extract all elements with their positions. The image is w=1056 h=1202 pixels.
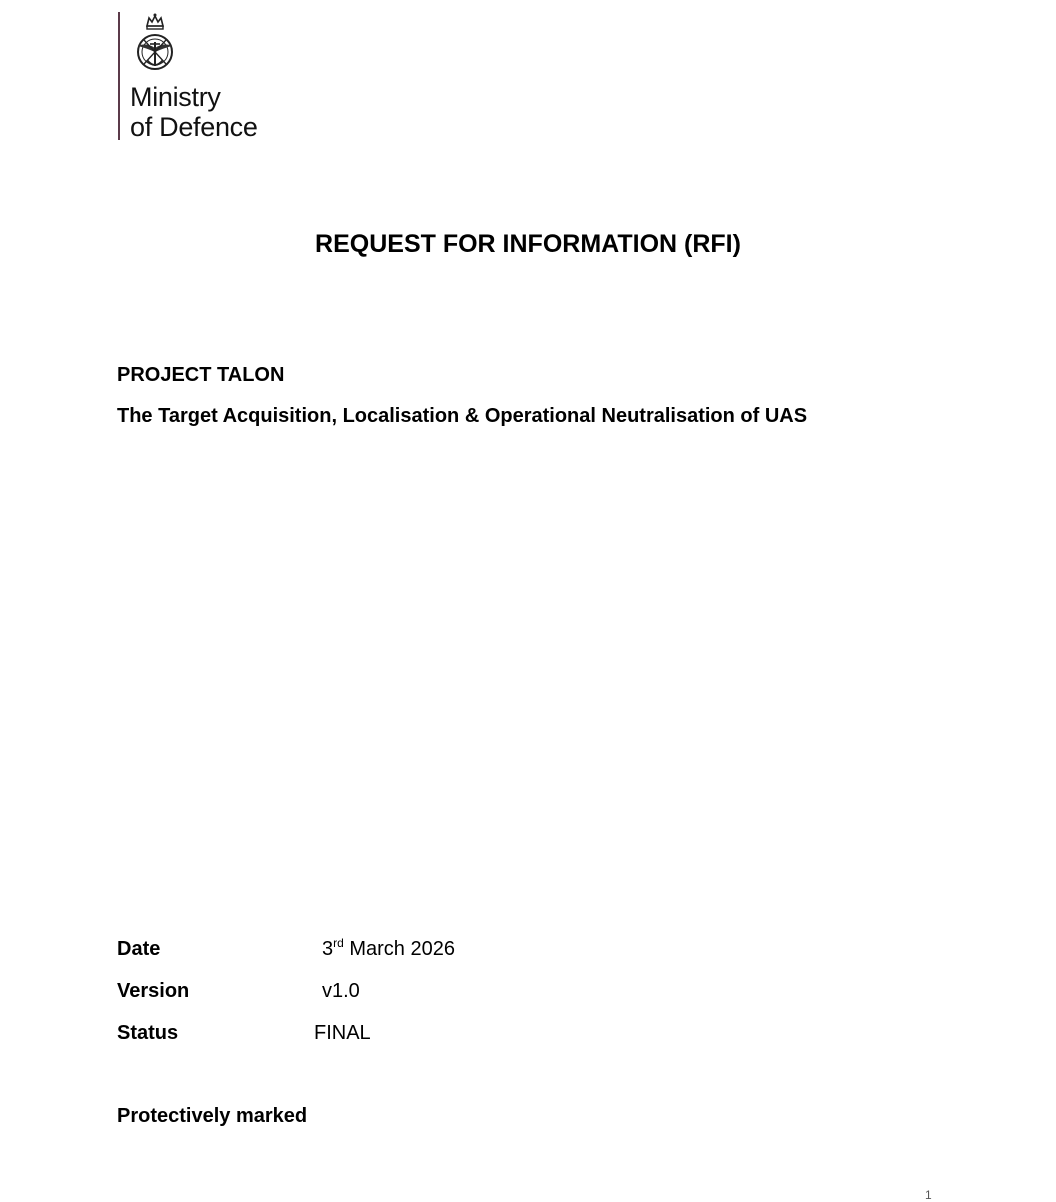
status-value: FINAL	[314, 1022, 371, 1044]
mod-logo	[118, 12, 318, 142]
royal-crest-icon	[130, 12, 180, 78]
date-label: Date	[117, 938, 161, 960]
logo-divider	[118, 12, 120, 140]
status-label: Status	[117, 1022, 179, 1044]
date-suffix: rd	[333, 936, 344, 950]
page-number: 1	[925, 1188, 932, 1202]
version-value: v1.0	[322, 980, 360, 1002]
logo-line-1: Ministry	[130, 82, 221, 112]
protective-marking: Protectively marked	[117, 1105, 308, 1127]
date-value	[322, 938, 455, 961]
logo-wordmark	[130, 82, 258, 142]
project-subtitle: The Target Acquisition, Localisation & Operational Neutralisation of UAS	[117, 405, 808, 427]
logo-line-2: of Defence	[130, 112, 258, 142]
date-rest: March 2026	[343, 938, 455, 960]
document-title: REQUEST FOR INFORMATION (RFI)	[315, 230, 741, 258]
project-name: PROJECT TALON	[117, 364, 285, 386]
date-day: 3	[322, 938, 334, 960]
version-label: Version	[117, 980, 190, 1002]
